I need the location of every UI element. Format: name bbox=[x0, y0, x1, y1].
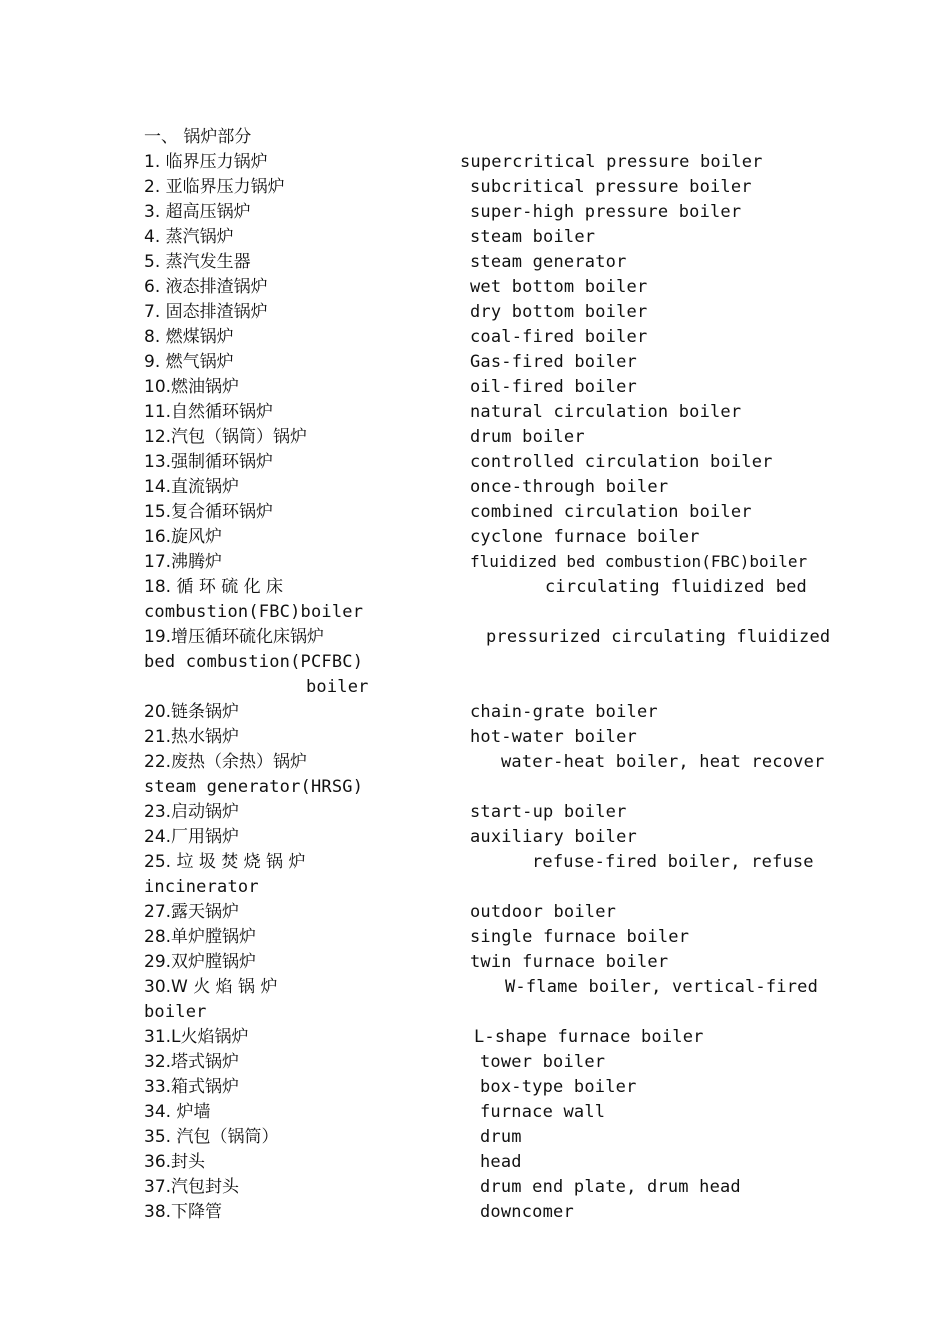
entry-en-36: head bbox=[480, 1152, 522, 1172]
entry-en-22-cont: steam generator(HRSG) bbox=[144, 777, 364, 797]
entry-zh-34: 34. 炉墙 bbox=[144, 1102, 211, 1122]
entry-zh-30: 30.W 火 焰 锅 炉 bbox=[144, 977, 278, 997]
entry-en-33: box-type boiler bbox=[480, 1077, 637, 1097]
entry-en-32: tower boiler bbox=[480, 1052, 606, 1072]
entry-en-19: pressurized circulating fluidized bbox=[486, 627, 831, 647]
entry-zh-13: 13.强制循环锅炉 bbox=[144, 452, 274, 472]
entry-en-19-cont2: boiler bbox=[306, 677, 369, 697]
entry-zh-21: 21.热水锅炉 bbox=[144, 727, 240, 747]
entry-zh-6: 6. 液态排渣锅炉 bbox=[144, 277, 268, 297]
entry-zh-12: 12.汽包（锅筒）锅炉 bbox=[144, 427, 308, 447]
entry-en-9: Gas-fired boiler bbox=[470, 352, 637, 372]
entry-zh-35: 35. 汽包（锅筒） bbox=[144, 1127, 279, 1147]
entry-en-18-cont: combustion(FBC)boiler bbox=[144, 602, 364, 622]
entry-zh-18: 18. 循 环 硫 化 床 bbox=[144, 577, 284, 597]
entry-zh-15: 15.复合循环锅炉 bbox=[144, 502, 274, 522]
entry-en-37: drum end plate, drum head bbox=[480, 1177, 741, 1197]
entry-zh-29: 29.双炉膛锅炉 bbox=[144, 952, 257, 972]
entry-zh-5: 5. 蒸汽发生器 bbox=[144, 252, 251, 272]
entry-zh-11: 11.自然循环锅炉 bbox=[144, 402, 274, 422]
entry-en-11: natural circulation boiler bbox=[470, 402, 742, 422]
entry-en-16: cyclone furnace boiler bbox=[470, 527, 700, 547]
entry-en-20: chain-grate boiler bbox=[470, 702, 658, 722]
entry-zh-14: 14.直流锅炉 bbox=[144, 477, 240, 497]
entry-zh-16: 16.旋风炉 bbox=[144, 527, 223, 547]
entry-zh-17: 17.沸腾炉 bbox=[144, 552, 223, 572]
entry-zh-10: 10.燃油锅炉 bbox=[144, 377, 240, 397]
entry-en-28: single furnace boiler bbox=[470, 927, 690, 947]
entry-en-31: L-shape furnace boiler bbox=[474, 1027, 704, 1047]
entry-zh-25: 25. 垃 圾 焚 烧 锅 炉 bbox=[144, 852, 306, 872]
entry-zh-8: 8. 燃煤锅炉 bbox=[144, 327, 234, 347]
entry-zh-22: 22.废热（余热）锅炉 bbox=[144, 752, 308, 772]
entry-en-14: once-through boiler bbox=[470, 477, 669, 497]
entry-en-23: start-up boiler bbox=[470, 802, 627, 822]
entry-zh-33: 33.箱式锅炉 bbox=[144, 1077, 240, 1097]
entry-zh-36: 36.封头 bbox=[144, 1152, 206, 1172]
entry-en-22: water-heat boiler, heat recover bbox=[501, 752, 825, 772]
entry-en-4: steam boiler bbox=[470, 227, 596, 247]
entry-en-29: twin furnace boiler bbox=[470, 952, 669, 972]
section-heading: 一、 锅炉部分 bbox=[144, 127, 252, 147]
entry-zh-27: 27.露天锅炉 bbox=[144, 902, 240, 922]
entry-en-25: refuse-fired boiler, refuse bbox=[532, 852, 814, 872]
entry-en-10: oil-fired boiler bbox=[470, 377, 637, 397]
entry-zh-9: 9. 燃气锅炉 bbox=[144, 352, 234, 372]
entry-en-13: controlled circulation boiler bbox=[470, 452, 773, 472]
entry-zh-32: 32.塔式锅炉 bbox=[144, 1052, 240, 1072]
entry-en-3: super-high pressure boiler bbox=[470, 202, 742, 222]
entry-en-19-cont: bed combustion(PCFBC) bbox=[144, 652, 364, 672]
entry-en-2: subcritical pressure boiler bbox=[470, 177, 752, 197]
entry-zh-4: 4. 蒸汽锅炉 bbox=[144, 227, 234, 247]
entry-en-30: W-flame boiler, vertical-fired bbox=[505, 977, 819, 997]
entry-zh-2: 2. 亚临界压力锅炉 bbox=[144, 177, 285, 197]
entry-en-34: furnace wall bbox=[480, 1102, 606, 1122]
entry-en-21: hot-water boiler bbox=[470, 727, 637, 747]
entry-en-7: dry bottom boiler bbox=[470, 302, 648, 322]
entry-zh-20: 20.链条锅炉 bbox=[144, 702, 240, 722]
entry-en-1: supercritical pressure boiler bbox=[460, 152, 763, 172]
entry-zh-3: 3. 超高压锅炉 bbox=[144, 202, 251, 222]
entry-zh-19: 19.增压循环硫化床锅炉 bbox=[144, 627, 325, 647]
entry-en-8: coal-fired boiler bbox=[470, 327, 648, 347]
entry-en-17: fluidized bed combustion(FBC)boiler bbox=[470, 552, 808, 571]
entry-zh-7: 7. 固态排渣锅炉 bbox=[144, 302, 268, 322]
entry-en-38: downcomer bbox=[480, 1202, 574, 1222]
entry-en-12: drum boiler bbox=[470, 427, 585, 447]
entry-en-35: drum bbox=[480, 1127, 522, 1147]
entry-en-25-cont: incinerator bbox=[144, 877, 259, 897]
entry-en-15: combined circulation boiler bbox=[470, 502, 752, 522]
entry-zh-23: 23.启动锅炉 bbox=[144, 802, 240, 822]
entry-en-6: wet bottom boiler bbox=[470, 277, 648, 297]
entry-en-18: circulating fluidized bed bbox=[545, 577, 807, 597]
entry-en-27: outdoor boiler bbox=[470, 902, 617, 922]
entry-zh-1: 1. 临界压力锅炉 bbox=[144, 152, 268, 172]
entry-zh-28: 28.单炉膛锅炉 bbox=[144, 927, 257, 947]
entry-en-5: steam generator bbox=[470, 252, 627, 272]
entry-zh-38: 38.下降管 bbox=[144, 1202, 223, 1222]
entry-en-24: auxiliary boiler bbox=[470, 827, 637, 847]
entry-zh-31: 31.L火焰锅炉 bbox=[144, 1027, 249, 1047]
entry-zh-37: 37.汽包封头 bbox=[144, 1177, 240, 1197]
entry-en-30-cont: boiler bbox=[144, 1002, 207, 1022]
entry-zh-24: 24.厂用锅炉 bbox=[144, 827, 240, 847]
